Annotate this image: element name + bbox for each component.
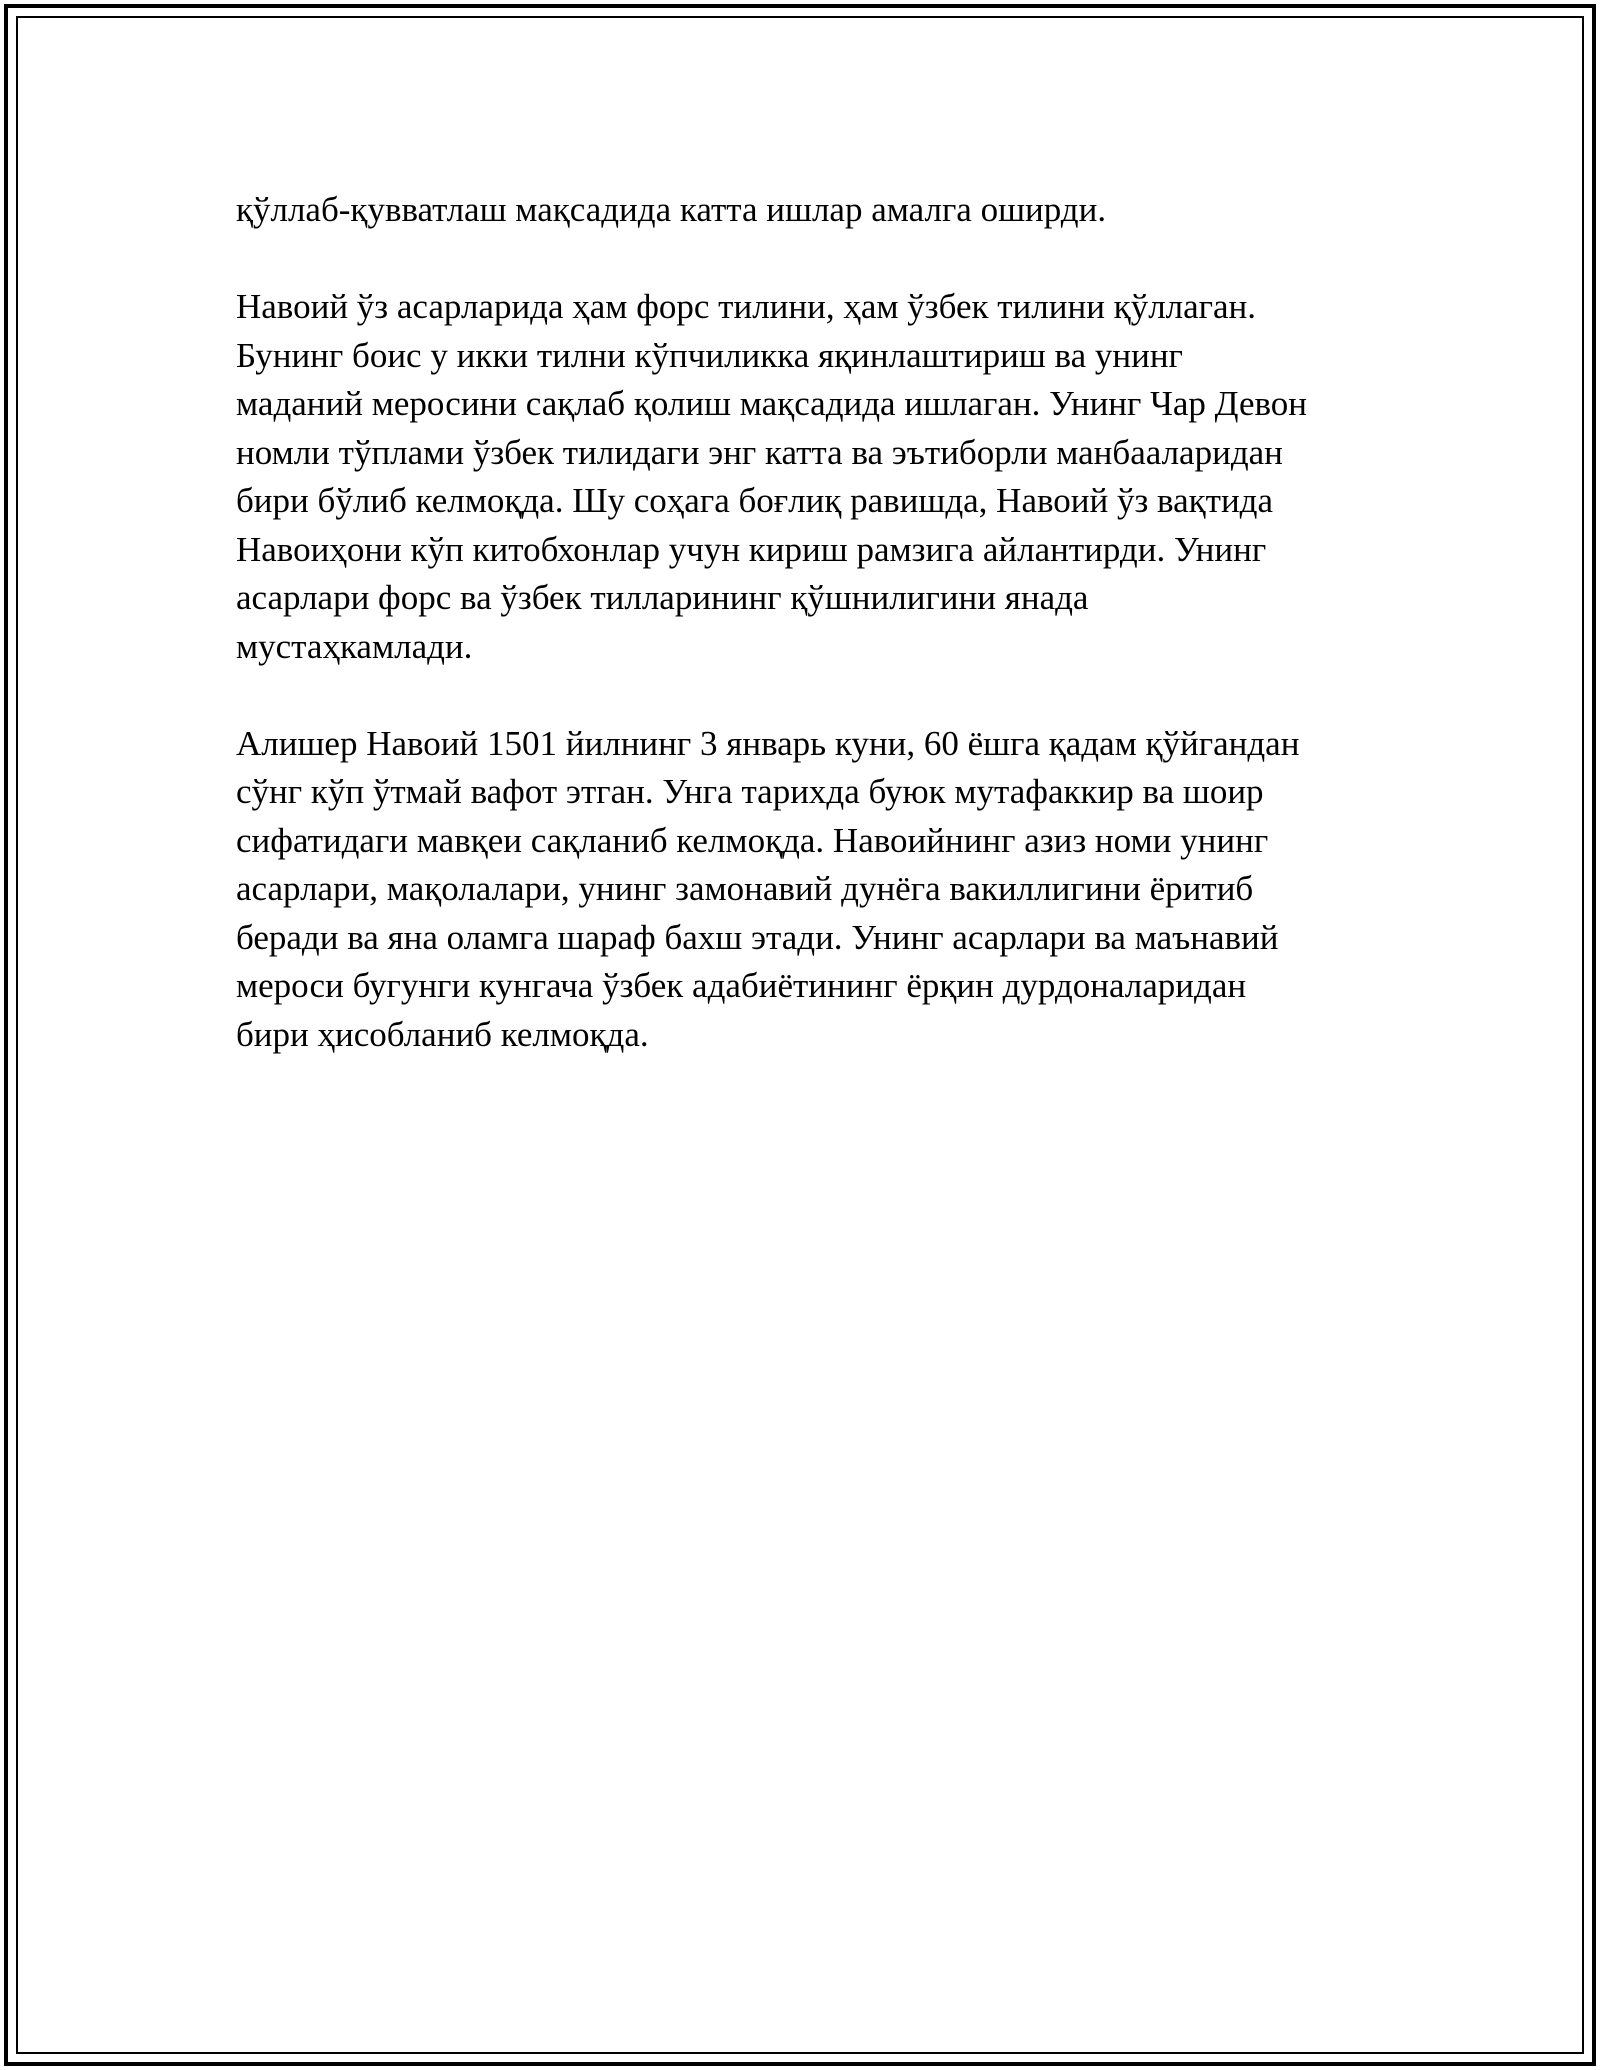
text-line: Навоий ўз асарларида ҳам форс тилини, ҳам ўзбек тилини қўллаган. — [236, 287, 1257, 326]
text-line: сўнг кўп ўтмай вафот этган. Унга тарихда буюк мутафаккир ва шоир — [236, 772, 1264, 811]
text-line: бири бўлиб келмоқда. Шу соҳага боғлиқ равишда, Навоий ўз вақтида — [236, 481, 1274, 520]
paragraph-1 — [236, 186, 1416, 235]
text-line: маданий меросини сақлаб қолиш мақсадида ишлаган. Унинг Чар Девон — [236, 384, 1308, 423]
text-line: номли тўплами ўзбек тилидаги энг катта ва эътиборли манбааларидан — [236, 432, 1283, 472]
document-body — [236, 186, 1416, 1108]
text-line: Бунинг боис у икки тилни кўпчиликка яқинлаштириш ва унинг — [236, 335, 1183, 375]
paragraph-2 — [236, 283, 1416, 671]
text-line: беради ва яна оламга шараф бахш этади. Унинг асарлари ва маънавий — [236, 917, 1279, 957]
text-line: мероси бугунги кунгача ўзбек адабиётининг ёрқин дурдоналаридан — [236, 966, 1247, 1005]
text-line: асарлари, мақолалари, унинг замонавий дунёга вакиллигини ёритиб — [236, 869, 1254, 908]
paragraph-3 — [236, 720, 1416, 1060]
text-line: мустаҳкамлади. — [236, 626, 473, 666]
text-line: сифатидаги мавқеи сақланиб келмоқда. Навоийнинг азиз номи унинг — [236, 820, 1269, 860]
text-line: қўллаб-қувватлаш мақсадида катта ишлар амалга оширди. — [236, 190, 1107, 229]
text-line: асарлари форс ва ўзбек тилларининг қўшнилигини янада — [236, 578, 1089, 617]
text-line: Алишер Навоий 1501 йилнинг 3 январь куни, 60 ёшга қадам қўйгандан — [236, 723, 1300, 763]
text-line: бири ҳисобланиб келмоқда. — [236, 1014, 649, 1054]
text-line: Навоиҳони кўп китобхонлар учун кириш рамзига айлантирди. Унинг — [236, 529, 1267, 569]
